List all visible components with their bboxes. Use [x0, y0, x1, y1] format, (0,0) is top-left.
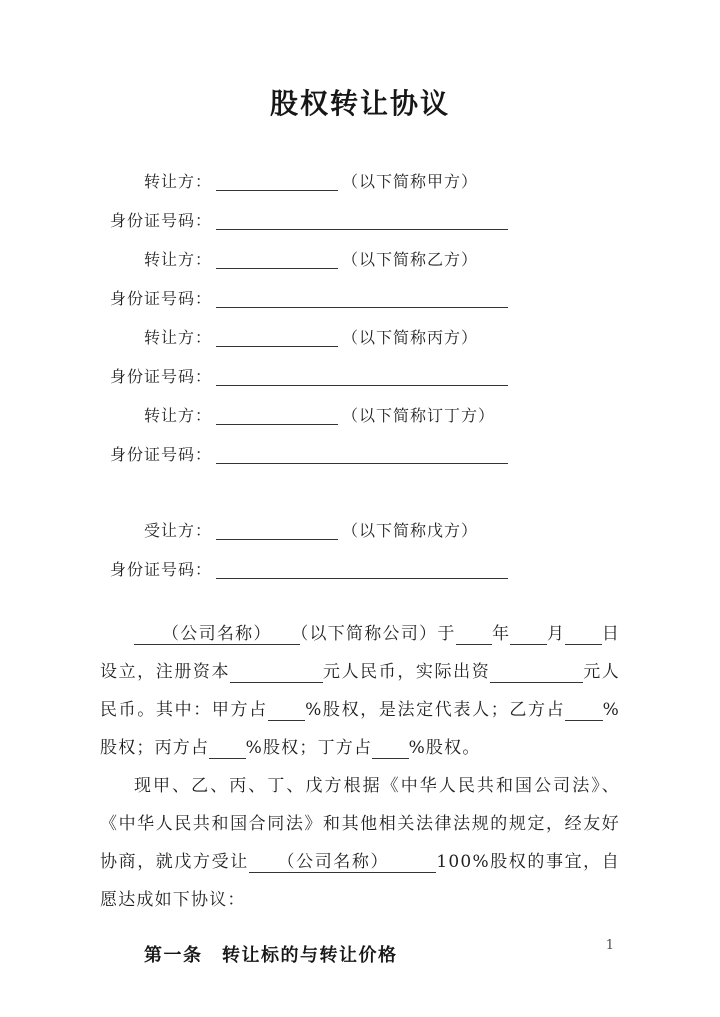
field-suffix: （以下简称乙方） [342, 250, 479, 269]
party-fields-block [100, 162, 620, 589]
paragraph [100, 767, 620, 919]
field-suffix: （以下简称丙方） [342, 328, 479, 347]
section-heading: 第一条 转让标的与转让价格 [144, 945, 398, 966]
blank-underline [565, 624, 602, 645]
blank-underline [510, 624, 547, 645]
paragraph-text: 月 [547, 624, 566, 644]
party-row [100, 318, 620, 357]
field-label: 受让方： [144, 521, 213, 540]
blank-underline [230, 662, 323, 683]
blank-field [216, 424, 338, 425]
blank-field [216, 385, 508, 386]
field-label: 身份证号码： [110, 211, 213, 230]
blank-underline [456, 624, 493, 645]
paragraph [100, 615, 620, 767]
id-number-row [100, 357, 620, 396]
blank-field [216, 346, 338, 347]
blank-underline [372, 738, 408, 759]
field-suffix: （以下简称戊方） [342, 521, 479, 540]
field-suffix: （以下简称订丁方） [342, 406, 496, 425]
field-label: 身份证号码： [110, 367, 213, 386]
paragraph-text: %股权，是法定代表人；乙方占 [305, 700, 566, 720]
field-suffix: （以下简称甲方） [342, 172, 479, 191]
id-number-row [100, 279, 620, 318]
field-label: 转让方： [144, 172, 213, 191]
blank-underline [268, 700, 305, 721]
blank-underline [565, 700, 602, 721]
paragraph-text: 元人民币，实际出资 [323, 662, 491, 682]
paragraph-text: 日设立，注册资本 [100, 624, 621, 682]
blank-field [216, 578, 508, 579]
paragraph-text: %股权；丁方占 [245, 738, 373, 758]
paragraph-text: %股权；丙方占 [100, 700, 620, 758]
body-text-block [100, 615, 620, 919]
paragraph-text: 100%股权的事宜，自愿达成如下协议： [100, 852, 620, 910]
paragraph-text: 元人民币。其中：甲方占 [100, 662, 620, 720]
blank-field [216, 190, 338, 191]
id-number-row [100, 201, 620, 240]
document-title: 股权转让协议 [269, 87, 450, 120]
field-label: 身份证号码： [110, 445, 213, 464]
blank-field [216, 539, 338, 540]
party-row [100, 162, 620, 201]
field-label: 转让方： [144, 328, 213, 347]
blank-field [216, 268, 338, 269]
blank-field [216, 229, 508, 230]
party-row [100, 396, 620, 435]
paragraph-text: 年 [492, 624, 511, 644]
party-row [100, 511, 620, 550]
field-label: 身份证号码： [110, 560, 213, 579]
field-label: 转让方： [144, 406, 213, 425]
field-label: 转让方： [144, 250, 213, 269]
paragraph-text: （以下简称公司）于 [299, 624, 456, 644]
blank-field [216, 307, 508, 308]
blank-underline [209, 738, 245, 759]
blank-underline: （公司名称） [134, 624, 300, 644]
page-number: 1 [605, 938, 614, 953]
field-label: 身份证号码： [110, 289, 213, 308]
blank-underline: （公司名称） [248, 852, 437, 872]
blank-underline [490, 662, 583, 683]
party-row [100, 240, 620, 279]
paragraph-text: %股权。 [408, 738, 481, 758]
id-number-row [100, 550, 620, 589]
id-number-row [100, 435, 620, 474]
blank-field [216, 463, 508, 464]
paragraph-text: 现甲、乙、丙、丁、戊方根据《中华人民共和国公司法》、《中华人民共和国合同法》和其他相关法律法规的规定，经友好协商，就戊方受让 [100, 776, 620, 872]
